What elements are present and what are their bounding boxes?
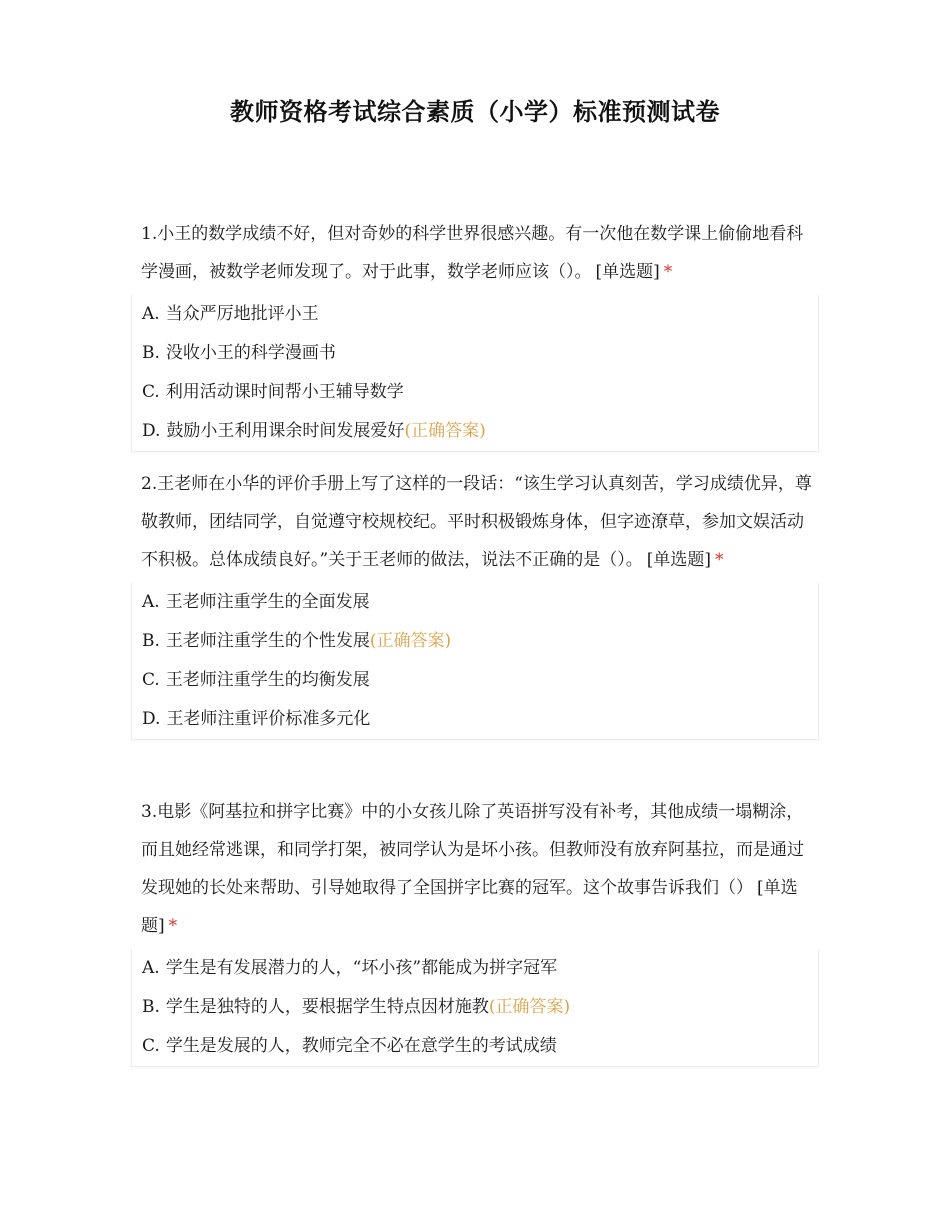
option-letter: A. [142, 304, 160, 324]
required-mark: * [663, 262, 673, 282]
option-letter: A. [142, 958, 160, 978]
option-a[interactable] [132, 295, 818, 334]
option-d[interactable] [132, 412, 818, 451]
option-letter: C. [142, 670, 160, 690]
correct-answer-tag: (正确答案) [488, 997, 571, 1017]
option-letter: B. [142, 343, 160, 363]
option-letter: B. [142, 997, 160, 1017]
required-mark: * [714, 550, 724, 570]
option-b[interactable] [132, 622, 818, 661]
option-text: 利用活动课时间帮小王辅导数学 [165, 382, 404, 402]
document-title: 教师资格考试综合素质（小学）标准预测试卷 [230, 98, 720, 126]
question-number: 1. [141, 224, 158, 244]
question-number: 3. [141, 802, 158, 822]
option-letter: D. [142, 421, 161, 441]
correct-answer-tag: (正确答案) [369, 631, 452, 651]
option-d[interactable] [132, 700, 818, 739]
option-text: 学生是发展的人，教师完全不必在意学生的考试成绩 [165, 1036, 557, 1056]
question-text: 小王的数学成绩不好，但对奇妙的科学世界很感兴趣。有一次他在数学课上偷偷地看科学漫画，被数学老师发现了。对于此事，数学老师应该（）。 [141, 224, 804, 282]
option-text: 王老师注重评价标准多元化 [166, 709, 371, 729]
option-text: 学生是独特的人，要根据学生特点因材施教 [165, 997, 489, 1017]
option-a[interactable] [132, 583, 818, 622]
option-c[interactable] [132, 1027, 818, 1066]
option-text: 学生是有发展潜力的人，“坏小孩”都能成为拼字冠军 [165, 958, 558, 978]
option-text: 没收小王的科学漫画书 [165, 343, 336, 363]
question-1 [131, 215, 819, 452]
required-mark: * [168, 916, 178, 936]
option-b[interactable] [132, 988, 818, 1027]
option-b[interactable] [132, 334, 818, 373]
question-type-label: [单选题] [595, 262, 660, 282]
option-text: 王老师注重学生的均衡发展 [165, 670, 370, 690]
option-a[interactable] [132, 949, 818, 988]
question-stem [131, 215, 819, 291]
question-3 [131, 793, 819, 1067]
question-type-label: [单选题] [646, 550, 711, 570]
question-2 [131, 465, 819, 740]
option-text: 当众严厉地批评小王 [165, 304, 319, 324]
option-list [131, 949, 819, 1067]
option-text: 王老师注重学生的个性发展 [165, 631, 370, 651]
option-c[interactable] [132, 661, 818, 700]
correct-answer-tag: (正确答案) [404, 421, 486, 441]
option-letter: C. [142, 1036, 160, 1056]
option-letter: A. [142, 592, 160, 612]
option-letter: D. [142, 709, 161, 729]
question-text: 王老师在小华的评价手册上写了这样的一段话：“该生学习认真刻苦，学习成绩优异，尊敬教师，团结同学，自觉遵守校规校纪。平时积极锻炼身体，但字迹潦草，参加文娱活动不积极。总体成绩良好。”关于王老师的做法，说法不正确的是（）。 [141, 474, 812, 570]
option-text: 王老师注重学生的全面发展 [165, 592, 370, 612]
option-c[interactable] [132, 373, 818, 412]
question-number: 2. [141, 474, 158, 494]
option-text: 鼓励小王利用课余时间发展爱好 [166, 421, 405, 441]
option-letter: C. [142, 382, 160, 402]
option-list [131, 295, 819, 452]
question-text: 电影《阿基拉和拼字比赛》中的小女孩儿除了英语拼写没有补考，其他成绩一塌糊涂，而且她经常逃课，和同学打架，被同学认为是坏小孩。但教师没有放弃阿基拉，而是通过发现她的长处来帮助、引导她取得了全国拼字比赛的冠军。这个故事告诉我们（） [141, 802, 804, 898]
option-letter: B. [142, 631, 160, 651]
question-stem [131, 465, 819, 579]
question-stem [131, 793, 819, 945]
option-list [131, 583, 819, 740]
question-type-label: [单选题] [141, 878, 798, 936]
